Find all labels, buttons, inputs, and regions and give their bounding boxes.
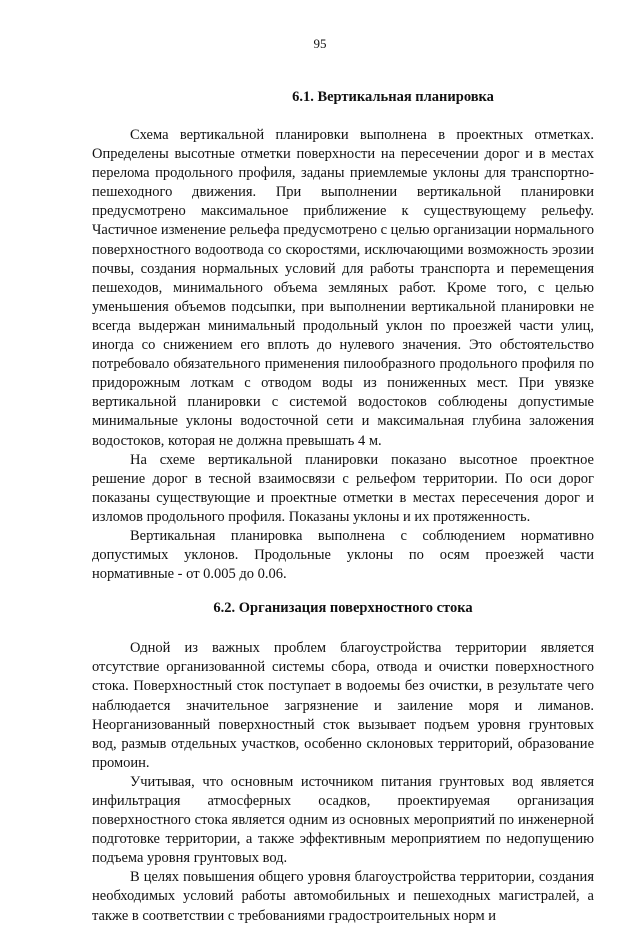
paragraph: Одной из важных проблем благоустройства территории является отсутствие организованной системы сбора, отвода и очистки поверхностного стока. Поверхностный сток поступает в водоемы без очистки, в результате чего наблюдается значительное загрязнение и заиление моря и лиманов. Неорганизованный поверхностный сток вызывает подъем уровня грунтовых вод, размыв отдельных участков, особенно склоновых территорий, образование промоин. bbox=[92, 640, 594, 771]
paragraph: Схема вертикальной планировки выполнена в проектных отметках. Определены высотные отметки поверхности на пересечении дорог и в местах перелома продольного профиля, заданы приемлемые уклоны для транспортно-пешеходного движения. При выполнении вертикальной планировки предусмотрено максимальное приближение к существующему рельефу. Частичное изменение рельефа предусмотрено с целью организации нормального поверхностного водоотвода со скоростями, исключающими возможность эрозии почвы, создания нормальных условий для работы транспорта и перемещения пешеходов, минимального объема земляных работ. Кроме того, с целью уменьшения объемов подсыпки, при выполнении вертикальной планировки не всегда выдержан минимальный продольный уклон по проезжей части улиц, иногда со снижением его вплоть до нулевого значения. Это обстоятельство потребовало обязательного применения пилообразного продольного профиля по придорожным лоткам с отводом воды из пониженных мест. При увязке вертикальной планировки с системой водостоков соблюдены допустимые минимальные уклоны водосточной сети и максимальная глубина заложения водостоков, которая не должна превышать 4 м. bbox=[92, 127, 594, 449]
document-body bbox=[92, 88, 594, 926]
paragraph: Учитывая, что основным источником питания грунтовых вод является инфильтрация атмосферных осадков, проектируемая организация поверхностного стока является одним из основных мероприятий по инженерной подготовке территории, а также эффективным мероприятием по недопущению подъема уровня грунтовых вод. bbox=[92, 773, 594, 867]
paragraph: Вертикальная планировка выполнена с соблюдением нормативно допустимых уклонов. Продольные уклоны по осям проезжей части нормативные - от 0.005 до 0.06. bbox=[92, 527, 594, 583]
paragraph: На схеме вертикальной планировки показано высотное проектное решение дорог в тесной взаимосвязи с рельефом территории. По оси дорог показаны существующие и проектные отметки в местах пересечения дорог и изломов продольного профиля. Показаны уклоны и их протяженность. bbox=[92, 451, 594, 525]
section-heading-vertical-planning: 6.1. Вертикальная планировка bbox=[292, 89, 494, 105]
page-number: 95 bbox=[313, 36, 327, 51]
paragraph: В целях повышения общего уровня благоустройства территории, создания необходимых условий работы автомобильных и пешеходных магистралей, а также в соответствии с требованиями градостроительных норм и bbox=[92, 869, 594, 924]
section-heading-surface-runoff: 6.2. Организация поверхностного стока bbox=[213, 600, 473, 617]
